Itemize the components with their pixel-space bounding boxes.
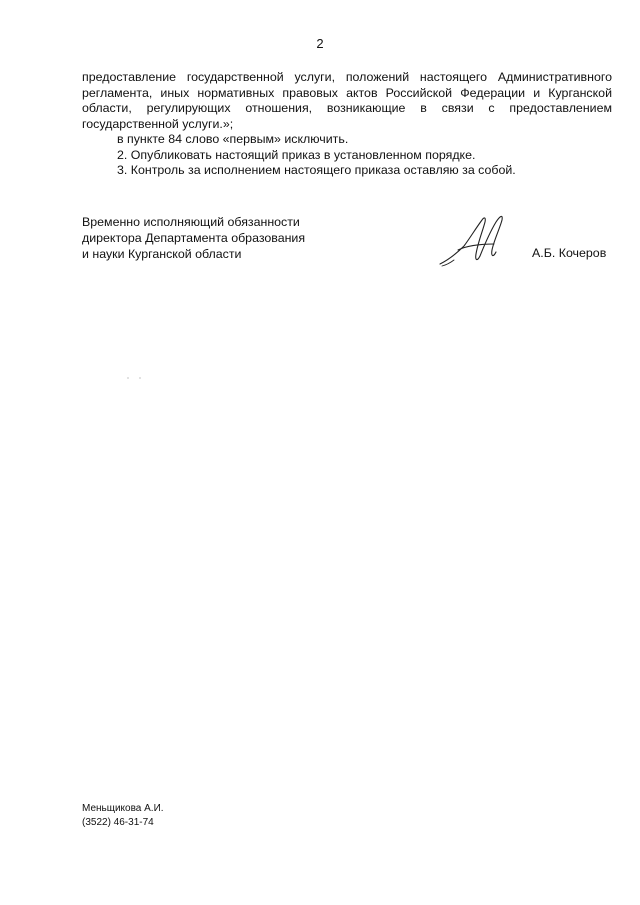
scan-dots xyxy=(126,376,146,380)
signatory-name: А.Б. Кочеров xyxy=(532,246,607,260)
executor-phone: (3522) 46-31-74 xyxy=(82,817,154,828)
paragraph-amendment: в пункте 84 слово «первым» исключить. xyxy=(117,132,349,146)
page-number: 2 xyxy=(316,36,324,51)
executor-contact xyxy=(82,802,164,830)
executor-name: Меньщикова А.И. xyxy=(82,803,164,814)
signatory-position-line: и науки Курганской области xyxy=(82,247,242,261)
body-text xyxy=(82,70,612,179)
signatory-position xyxy=(82,214,322,262)
paragraph-control-order: 3. Контроль за исполнением настоящего приказа оставляю за собой. xyxy=(117,163,516,177)
signatory-position-line: директора Департамента образования xyxy=(82,231,306,245)
handwritten-signature xyxy=(436,210,516,270)
paragraph-publish-order: 2. Опубликовать настоящий приказ в установленном порядке. xyxy=(117,147,476,162)
signatory-position-line: Временно исполняющий обязанности xyxy=(82,215,300,229)
paragraph-continuation: предоставление государственной услуги, положений настоящего Административного регламента, иных нормативных правовых актов Российской Федерации и Курганской области, регулирующих отношения, возникающие в связи с предоставлением государственной услуги.»; xyxy=(82,70,612,131)
